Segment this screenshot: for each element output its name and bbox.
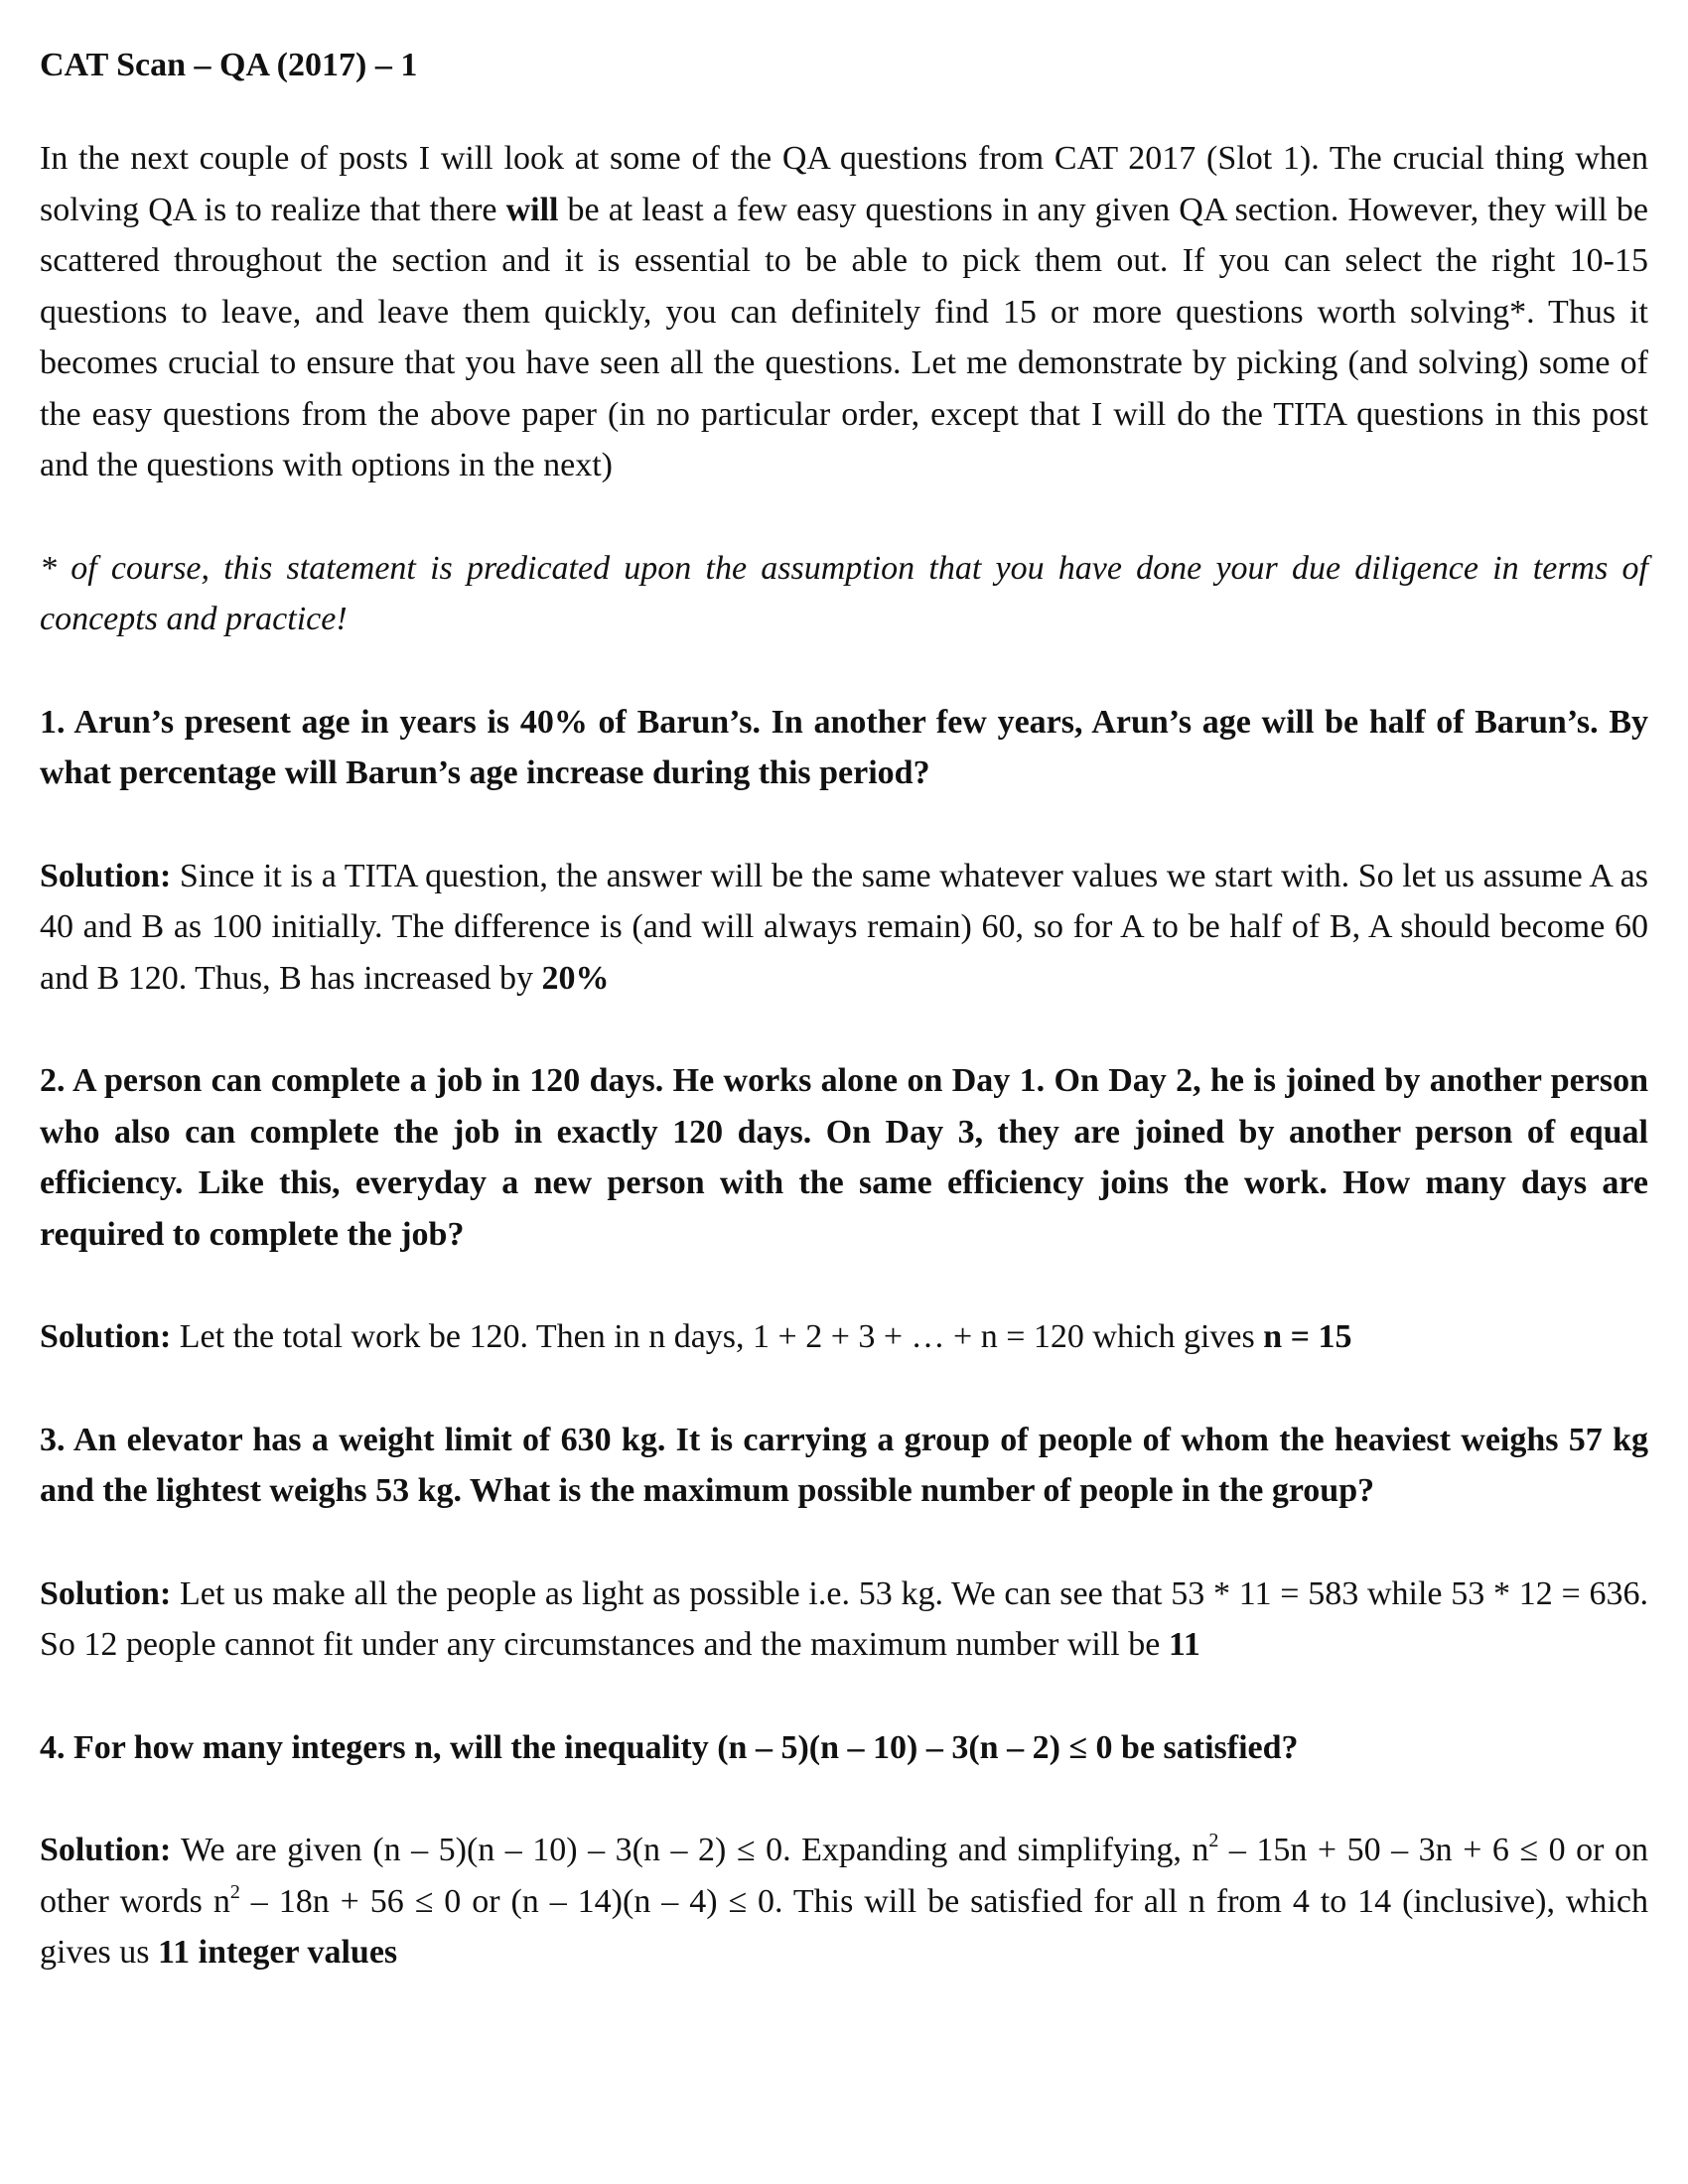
intro-bold-word: will (505, 191, 559, 228)
solution-2 (40, 1311, 1648, 1363)
question-2: 2. A person can complete a job in 120 days. He works alone on Day 1. On Day 2, he is joined by another person who also can complete the job in exactly 120 days. On Day 3, they are joined by another person of equal efficiency. Like this, everyday a new person with the same efficiency joins the work. How many days are required to complete the job? (40, 1062, 1648, 1253)
superscript-2: 2 (1208, 1830, 1219, 1851)
page-title: CAT Scan – QA (2017) – 1 (40, 47, 418, 83)
solution-label: Solution: (40, 857, 172, 894)
solution-3-answer: 11 (1168, 1626, 1200, 1663)
solution-2-text: Let the total work be 120. Then in n days, 1 + 2 + 3 + … + n = 120 which gives (171, 1318, 1264, 1355)
intro-paragraph (40, 133, 1648, 491)
intro-text-1: In the next couple of posts I will look at some of the QA questions from CAT 2017 (Slot 1). The crucial thing when solving QA is to realize that there (40, 140, 1648, 228)
document-page (40, 40, 1648, 2030)
solution-4-text-b: – 15n + 50 – 3n + 6 ≤ 0 or on other words n (40, 1832, 1648, 1920)
question-1: 1. Arun’s present age in years is 40% of Barun’s. In another few years, Arun’s age will be half of Barun’s. By what percentage will Barun’s age increase during this period? (40, 703, 1648, 791)
footnote: * of course, this statement is predicated upon the assumption that you have done your due diligence in terms of concepts and practice! (40, 549, 1648, 637)
question-3: 3. An elevator has a weight limit of 630 kg. It is carrying a group of people of whom the heaviest weighs 57 kg and the lightest weighs 53 kg. What is the maximum possible number of people in the group? (40, 1421, 1648, 1509)
intro-text-2: be at least a few easy questions in any given QA section. However, they will be scattered throughout the section and it is essential to be able to pick them out. If you can select the right 10-15 questions to leave, and leave them quickly, you can definitely find 15 or more questions worth solving*. Thus it becomes crucial to ensure that you have seen all the questions. Let me demonstrate by picking (and solving) some of the easy questions from the above paper (in no particular order, except that I will do the TITA questions in this post and the questions with options in the next) (40, 191, 1648, 483)
solution-label: Solution: (40, 1832, 172, 1868)
superscript-2: 2 (229, 1880, 240, 1903)
solution-3 (40, 1569, 1648, 1671)
solution-1-answer: 20% (541, 959, 610, 997)
solution-3-text: Let us make all the people as light as possible i.e. 53 kg. We can see that 53 * 11 = 583 while 53 * 12 = 636. So 12 people cannot fit under any circumstances and the maximum number will be (40, 1574, 1648, 1663)
question-4: 4. For how many integers n, will the inequality (n – 5)(n – 10) – 3(n – 2) ≤ 0 be satisfied? (40, 1728, 1299, 1766)
solution-4-answer: 11 integer values (158, 1934, 398, 1971)
solution-4 (40, 1825, 1648, 1979)
solution-4-text-c: – 18n + 56 ≤ 0 or (n – 14)(n – 4) ≤ 0. This will be satisfied for all n from 4 to 14 (inclusive), which gives us (40, 1882, 1648, 1971)
solution-4-text-a: We are given (n – 5)(n – 10) – 3(n – 2) ≤ 0. Expanding and simplifying, n (171, 1832, 1209, 1868)
solution-label: Solution: (40, 1318, 172, 1355)
solution-1-text: Since it is a TITA question, the answer will be the same whatever values we start with. So let us assume A as 40 and B as 100 initially. The difference is (and will always remain) 60, so for A to be half of B, A should become 60 and B 120. Thus, B has increased by (40, 857, 1648, 997)
solution-label: Solution: (40, 1574, 172, 1612)
solution-2-answer: n = 15 (1263, 1318, 1352, 1355)
solution-1 (40, 851, 1648, 1005)
